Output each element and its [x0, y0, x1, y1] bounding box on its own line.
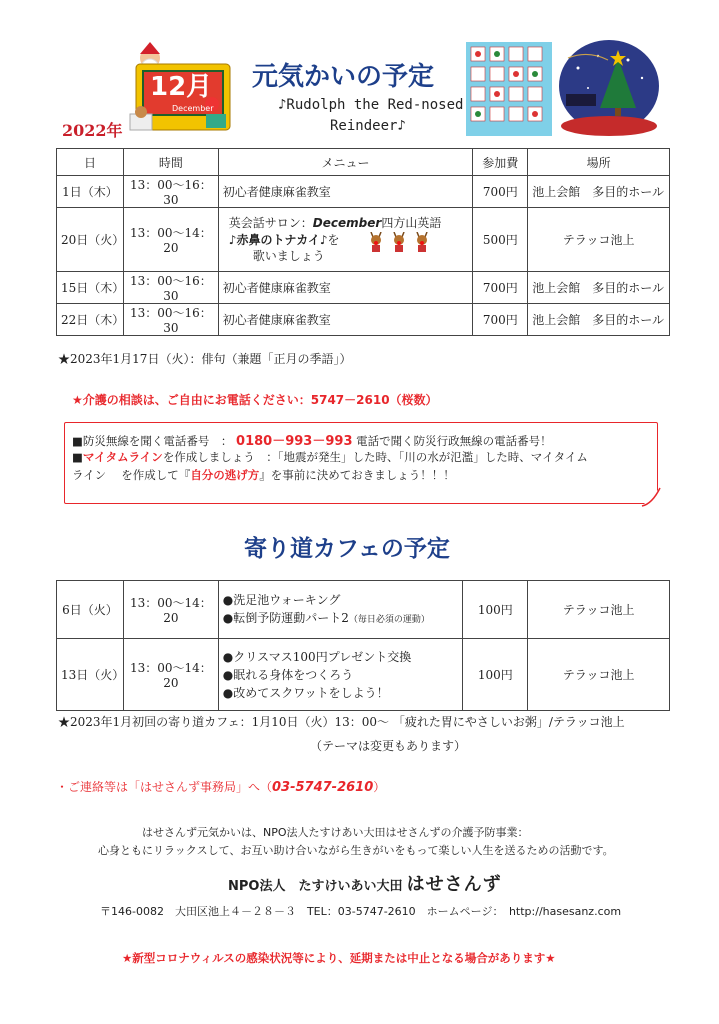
menu-item-note: （毎日必須の運動） — [348, 614, 430, 625]
escape-plan-label: 自分の逃げ方 — [190, 468, 260, 482]
menu-salon-label: 英会話サロン： — [228, 215, 313, 230]
row-menu: 初心者健康麻雀教室 — [218, 304, 473, 336]
row-time: 13：00～16：30 — [123, 176, 218, 208]
genki-schedule-table — [56, 148, 670, 336]
org-prefix: NPO法人 たすけいあい大田 — [228, 879, 403, 894]
menu-song-title: ♪赤鼻のトナカイ♪ — [228, 232, 328, 247]
menu-item: ●転倒予防運動パート2 — [222, 610, 349, 625]
row-place: テラッコ池上 — [528, 208, 670, 272]
row-fee: 700円 — [473, 176, 528, 208]
row-time: 13：00～14：20 — [123, 639, 218, 711]
reindeer-icon — [391, 232, 407, 252]
menu-december: December — [312, 215, 382, 230]
menu-item: ●眠れる身体をつくろう — [222, 667, 354, 682]
menu-item: ●クリスマス100円プレゼント交換 — [222, 649, 412, 664]
row-place: テラッコ池上 — [528, 581, 670, 639]
table-row — [57, 272, 670, 304]
reindeer-icon — [414, 232, 430, 252]
menu-item: ●洗足池ウォーキング — [222, 592, 341, 607]
care-consultation-note: ★介護の相談は、ご自由にお電話ください：5747－2610（桜数） — [72, 393, 438, 407]
row-menu: 初心者健康麻雀教室 — [218, 176, 473, 208]
row-menu — [218, 581, 463, 639]
song-line-2: Reindeer♪ — [330, 118, 406, 134]
row-day: 15日（木） — [57, 272, 124, 304]
address-line: 〒146-0082 大田区池上４－２８－３ TEL：03-5747-2610 ホームページ： http://hasesanz.com — [100, 905, 622, 918]
col-header-time: 時間 — [123, 149, 218, 176]
reindeer-icons — [365, 232, 430, 252]
menu-yomoyama: 四方山英語 — [381, 215, 442, 230]
bosai-line-1 — [72, 430, 552, 449]
my-timeline-text: を作成しましょう ：「地震が発生」した時、「川の水が氾濫」した時、マイタイム — [162, 450, 588, 464]
menu-sing: 歌いましょう — [252, 248, 325, 263]
row-day: 20日（火） — [57, 208, 124, 272]
reindeer-icon — [368, 232, 384, 252]
contact-note — [56, 778, 385, 795]
bosai-phone-number: 0180－993－993 — [236, 434, 353, 449]
row-day: 1日（木） — [57, 176, 124, 208]
song-line-1: ♪Rudolph the Red-nosed — [278, 97, 464, 113]
month-label: 12月 — [150, 72, 213, 102]
bosai-line-3 — [72, 467, 455, 483]
row-menu-english-salon — [218, 208, 473, 272]
row-fee: 700円 — [473, 272, 528, 304]
row-time: 13：00～14：20 — [123, 208, 218, 272]
covid-note: ★新型コロナウィルスの感染状況等により、延期または中止となる場合があります★ — [122, 951, 556, 965]
my-timeline-text-2: ライン を作成して『 — [72, 468, 191, 482]
haiku-note: ★2023年1月17日（火）：俳句（兼題「正月の季語」） — [58, 352, 352, 366]
christmas-night-illustration — [558, 38, 660, 136]
row-day: 13日（火） — [57, 639, 124, 711]
table-row — [57, 208, 670, 272]
contact-phone: 03-5747-2610 — [272, 780, 374, 795]
row-fee: 700円 — [473, 304, 528, 336]
contact-label: ・ご連絡等は「はせさんず事務局」へ（ — [56, 780, 273, 794]
org-logo: はせさんず — [406, 874, 502, 895]
page-title: 元気かいの予定 — [252, 62, 435, 92]
table-row — [57, 304, 670, 336]
intro-line-1: はせさんず元気かいは、NPO法人たすけあい大田はせさんずの介護予防事業： — [142, 826, 529, 839]
advent-calendar-illustration — [466, 42, 552, 136]
row-fee: 100円 — [463, 639, 528, 711]
row-time: 13：00～14：20 — [123, 581, 218, 639]
menu-item: ●改めてスクワットをしよう！ — [222, 685, 389, 700]
contact-close: ） — [373, 780, 386, 794]
menu-wo: を — [327, 232, 340, 247]
row-place: 池上会館 多目的ホール — [528, 176, 670, 208]
row-menu — [218, 639, 463, 711]
cafe-note-1: ★2023年1月初回の寄り道カフェ：1月10日（火）13：00～ 「疲れた胃にやさしいお粥」/テラッコ池上 — [58, 715, 625, 729]
row-menu: 初心者健康麻雀教室 — [218, 272, 473, 304]
intro-line-2: 心身ともにリラックスして、お互い助け合いながら生きがいをもって楽しい人生を送るための活動です。 — [98, 844, 614, 857]
table-header-row — [57, 149, 670, 176]
row-fee: 100円 — [463, 581, 528, 639]
col-header-place: 場所 — [528, 149, 670, 176]
row-fee: 500円 — [473, 208, 528, 272]
year-label: 2022年 — [62, 121, 123, 140]
month-en-label: December — [172, 104, 214, 113]
bullet: ■ — [72, 450, 83, 464]
col-header-fee: 参加費 — [473, 149, 528, 176]
bosai-description: 電話で聞く防災行政無線の電話番号！ — [356, 434, 552, 448]
table-row — [57, 176, 670, 208]
row-place: テラッコ池上 — [528, 639, 670, 711]
col-header-day: 日 — [57, 149, 124, 176]
row-place: 池上会館 多目的ホール — [528, 304, 670, 336]
cafe-title: 寄り道カフェの予定 — [244, 535, 450, 562]
row-place: 池上会館 多目的ホール — [528, 272, 670, 304]
bosai-line-2 — [72, 449, 588, 465]
my-timeline-label: マイタムライン — [82, 450, 163, 464]
table-row — [57, 581, 670, 639]
col-header-menu: メニュー — [218, 149, 473, 176]
org-name — [228, 870, 502, 896]
row-time: 13：00～16：30 — [123, 272, 218, 304]
table-row — [57, 639, 670, 711]
row-day: 6日（火） — [57, 581, 124, 639]
cafe-note-2: （テーマは変更もあります） — [310, 739, 467, 753]
cafe-schedule-table — [56, 580, 670, 711]
box-corner-fold — [640, 486, 662, 508]
bosai-label: ■防災無線を聞く電話番号 ： — [72, 434, 233, 448]
my-timeline-text-3: 』を事前に決めておきましょう！！！ — [259, 468, 455, 482]
row-day: 22日（木） — [57, 304, 124, 336]
row-time: 13：00～16：30 — [123, 304, 218, 336]
